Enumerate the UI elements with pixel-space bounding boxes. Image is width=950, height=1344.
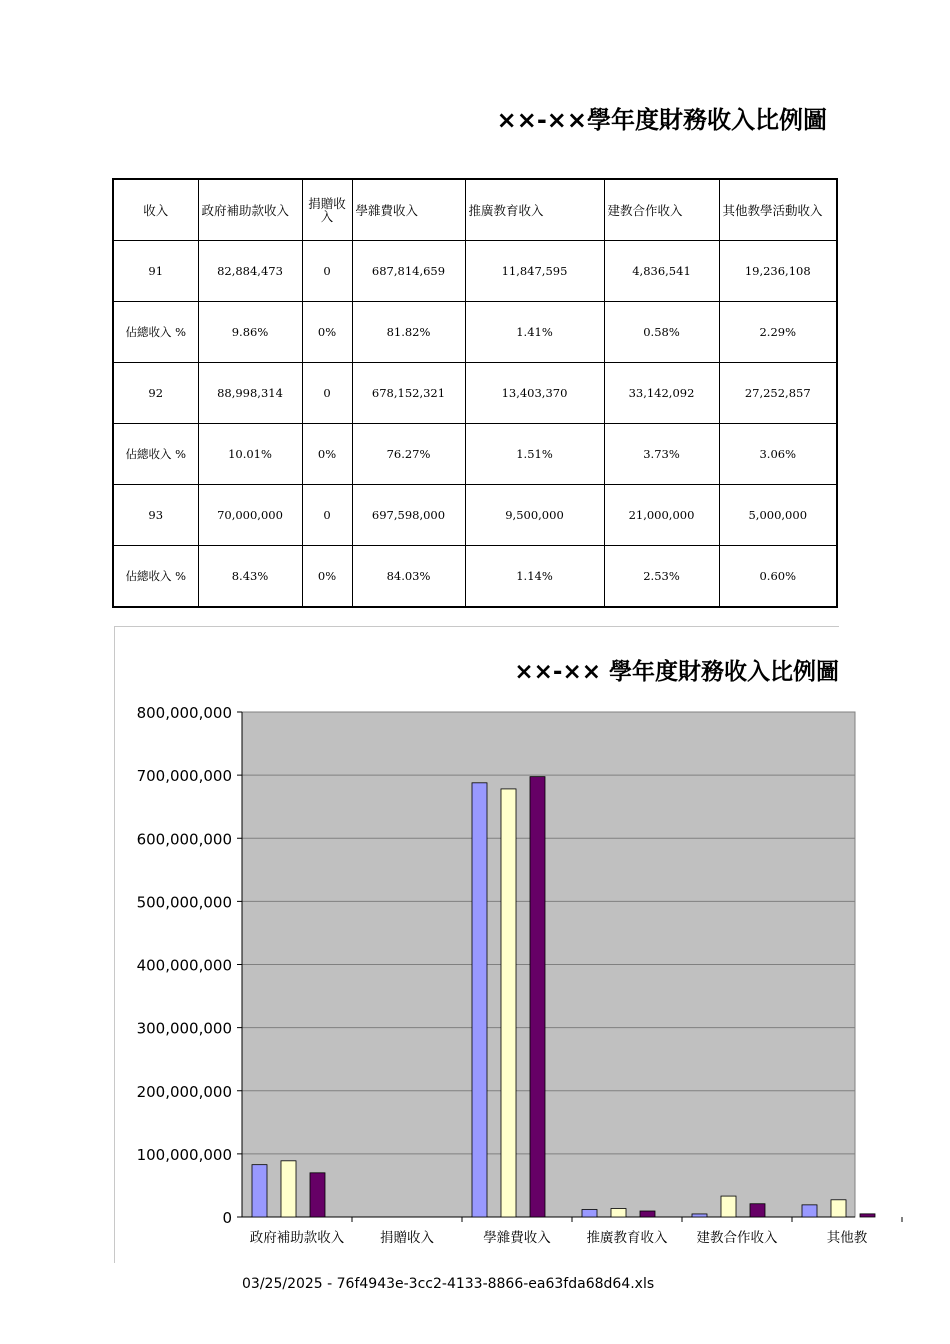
- bar: [802, 1205, 817, 1217]
- table-cell: 13,403,370: [465, 363, 604, 424]
- table-cell: 佔總收入 %: [113, 302, 198, 363]
- table-cell: 0: [302, 485, 352, 546]
- table-cell: 33,142,092: [604, 363, 719, 424]
- table-cell: 84.03%: [352, 546, 465, 608]
- table-cell: 2.29%: [719, 302, 837, 363]
- table-cell: 70,000,000: [198, 485, 302, 546]
- bar: [831, 1200, 846, 1217]
- table-header-cell: 收入: [113, 179, 198, 241]
- footer-filename: 03/25/2025 - 76f4943e-3cc2-4133-8866-ea63fda68d64.xls: [242, 1276, 655, 1292]
- bar: [611, 1209, 626, 1217]
- y-tick-label: 700,000,000: [136, 767, 232, 786]
- bar: [750, 1204, 765, 1217]
- table-cell: 27,252,857: [719, 363, 837, 424]
- bar: [692, 1214, 707, 1217]
- table-cell: 9,500,000: [465, 485, 604, 546]
- table-cell: 0.58%: [604, 302, 719, 363]
- table-cell: 2.53%: [604, 546, 719, 608]
- table-cell: 8.43%: [198, 546, 302, 608]
- table-cell: 76.27%: [352, 424, 465, 485]
- table-header-cell: 建教合作收入: [604, 179, 719, 241]
- page-title: ××-××學年度財務收入比例圖: [496, 106, 827, 134]
- table-row: [113, 241, 837, 302]
- table-cell: 92: [113, 363, 198, 424]
- bar: [582, 1210, 597, 1217]
- y-tick-label: 200,000,000: [136, 1082, 232, 1101]
- table-cell: 5,000,000: [719, 485, 837, 546]
- table-cell: 88,998,314: [198, 363, 302, 424]
- table-header-cell: 政府補助款收入: [198, 179, 302, 241]
- table-row: [113, 485, 837, 546]
- x-tick-label: 其他教: [826, 1230, 868, 1246]
- y-tick-label: 100,000,000: [136, 1145, 232, 1164]
- y-tick-label: 500,000,000: [136, 893, 232, 912]
- table-cell: 1.41%: [465, 302, 604, 363]
- table-header-cell: 捐贈收入: [302, 179, 352, 241]
- table-cell: 93: [113, 485, 198, 546]
- table-header-cell: 其他教學活動收入: [719, 179, 837, 241]
- table-cell: 3.06%: [719, 424, 837, 485]
- bar: [252, 1165, 267, 1217]
- table-cell: 19,236,108: [719, 241, 837, 302]
- table-cell: 10.01%: [198, 424, 302, 485]
- table-cell: 0: [302, 363, 352, 424]
- income-table: [112, 178, 838, 608]
- table-row: [113, 546, 837, 608]
- table-cell: 4,836,541: [604, 241, 719, 302]
- x-tick-label: 政府補助款收入: [249, 1230, 345, 1246]
- table-cell: 11,847,595: [465, 241, 604, 302]
- bar: [472, 783, 487, 1217]
- table-cell: 3.73%: [604, 424, 719, 485]
- table-cell: 82,884,473: [198, 241, 302, 302]
- table-cell: 佔總收入 %: [113, 424, 198, 485]
- chart-frame: [114, 626, 868, 1263]
- table-cell: 9.86%: [198, 302, 302, 363]
- table-cell: 687,814,659: [352, 241, 465, 302]
- y-tick-label: 0: [222, 1209, 232, 1227]
- y-tick-label: 400,000,000: [136, 956, 232, 975]
- table-row: [113, 424, 837, 485]
- bar: [310, 1173, 325, 1217]
- bar: [530, 777, 545, 1217]
- bar: [721, 1196, 736, 1217]
- y-tick-label: 800,000,000: [136, 704, 232, 722]
- table-header-cell: 學雜費收入: [352, 179, 465, 241]
- y-tick-label: 300,000,000: [136, 1019, 232, 1038]
- table-cell: 0.60%: [719, 546, 837, 608]
- table-cell: 1.51%: [465, 424, 604, 485]
- x-tick-label: 建教合作收入: [696, 1230, 778, 1246]
- bar: [860, 1214, 875, 1217]
- table-cell: 91: [113, 241, 198, 302]
- bar: [501, 789, 516, 1217]
- table-cell: 佔總收入 %: [113, 546, 198, 608]
- x-tick-label: 推廣教育收入: [586, 1230, 668, 1246]
- table-header-cell: 推廣教育收入: [465, 179, 604, 241]
- table-cell: 81.82%: [352, 302, 465, 363]
- table-cell: 21,000,000: [604, 485, 719, 546]
- table-cell: 0%: [302, 424, 352, 485]
- y-tick-label: 600,000,000: [136, 830, 232, 849]
- table-cell: 678,152,321: [352, 363, 465, 424]
- table-row: [113, 363, 837, 424]
- bar-chart: [115, 627, 868, 1263]
- table-cell: 0: [302, 241, 352, 302]
- table-cell: 697,598,000: [352, 485, 465, 546]
- table-header-row: [113, 179, 837, 241]
- table-cell: 1.14%: [465, 546, 604, 608]
- table-cell: 0%: [302, 302, 352, 363]
- x-tick-label: 學雜費收入: [483, 1230, 551, 1246]
- table-row: [113, 302, 837, 363]
- bar: [281, 1161, 296, 1217]
- bar: [640, 1211, 655, 1217]
- table-cell: 0%: [302, 546, 352, 608]
- chart-title: ××-×× 學年度財務收入比例圖: [514, 659, 839, 685]
- x-tick-label: 捐贈收入: [380, 1230, 434, 1246]
